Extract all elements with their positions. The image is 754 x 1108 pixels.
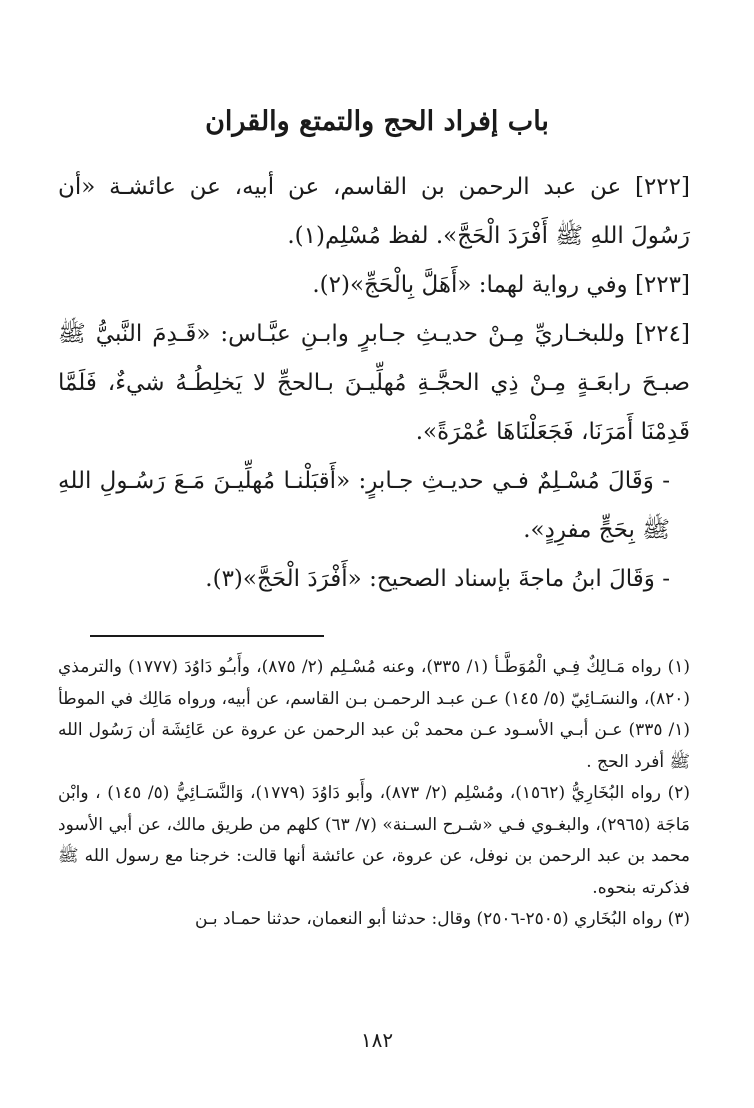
chapter-title: باب إفراد الحج والتمتع والقران [205,106,549,137]
hadith-text [58,163,690,604]
footnote-3: (٣) رواه البُخَاري (٢٥٠٥-٢٥٠٦) وقال: حدثنا أبو النعمان، حدثنا حمـاد بـن [195,909,690,929]
hadith-222: [٢٢٢] عن عبد الرحمن بن القاسم، عن أبيه، عن عائشـة «أن رَسُولَ اللهِ ﷺ أَفْرَدَ الْحَجَّ». لفظ مُسْلِم(١). [58,174,690,249]
hadith-224-ibn-majah: - وَقَالَ ابنُ ماجةَ بإسناد الصحيح: «أَفْرَدَ الْحَجَّ»(٣). [205,566,670,592]
footnote-divider [90,635,324,637]
hadith-224-muslim: - وَقَالَ مُسْـلِمٌ فـي حديـثِ جـابرٍ: «أَقبَلْنـا مُهلِّيـنَ مَـعَ رَسُـولِ اللهِ ﷺ بِحَجٍّ مفرِدٍ». [58,468,670,543]
footnotes [58,652,690,936]
page-number: ١٨٢ [360,1028,394,1052]
hadith-224: [٢٢٤] وللبخـاريِّ مِـنْ حديـثِ جـابرٍ وابـنِ عبَّـاس: «قَـدِمَ النَّبيُّ ﷺ صبـحَ رابعَـةٍ مِـنْ ذِي الحجَّـةِ مُهلِّيـنَ بـالحجِّ لا يَخلِطُـهُ شيءٌ، فَلَمَّا قَدِمْنَا أَمَرَنَا، فَجَعَلْنَاهَا عُمْرَةً». [58,321,690,445]
footnote-2: (٢) رواه البُخَارِيُّ (١٥٦٢)، ومُسْلِم (٢/ ٨٧٣)، وأَبو دَاوُدَ (١٧٧٩)، وَالنَّسَـائِيُّ (٥/ ١٤٥) ، وابْن مَاجَة (٢٩٦٥)، والبغـوي فـي «شـرح السـنة» (٧/ ٦٣) كلهم من طريق مالك، عن أبي الأسود محمد بن عبد الرحمن بن نوفل، عن عروة، عن عائشة أنها قالت: خرجنا مع رسول الله ﷺ فذكرته بنحوه. [58,783,690,898]
footnote-1: (١) رواه مَـالِكٌ فِـي الْمُوَطَّـأ (١/ ٣٣٥)، وعنه مُسْـلِم (٢/ ٨٧٥)، وأَبـُو دَاوُدَ (١٧٧٧) والترمذي (٨٢٠)، والنسَـائِيّ (٥/ ١٤٥) عـن عبـد الرحمـن بـن القاسم، عن أبيه، ورواه مَالِك في الموطأ (١/ ٣٣٥) عـن أبـي الأسـود عـن محمد بْن عبد الرحمن عن عروة عن عَائِشَة أن رَسُول الله ﷺ أفرد الحج . [58,657,691,772]
hadith-223: [٢٢٣] وفي رواية لهما: «أَهَلَّ بِالْحَجِّ»(٢). [312,272,690,298]
